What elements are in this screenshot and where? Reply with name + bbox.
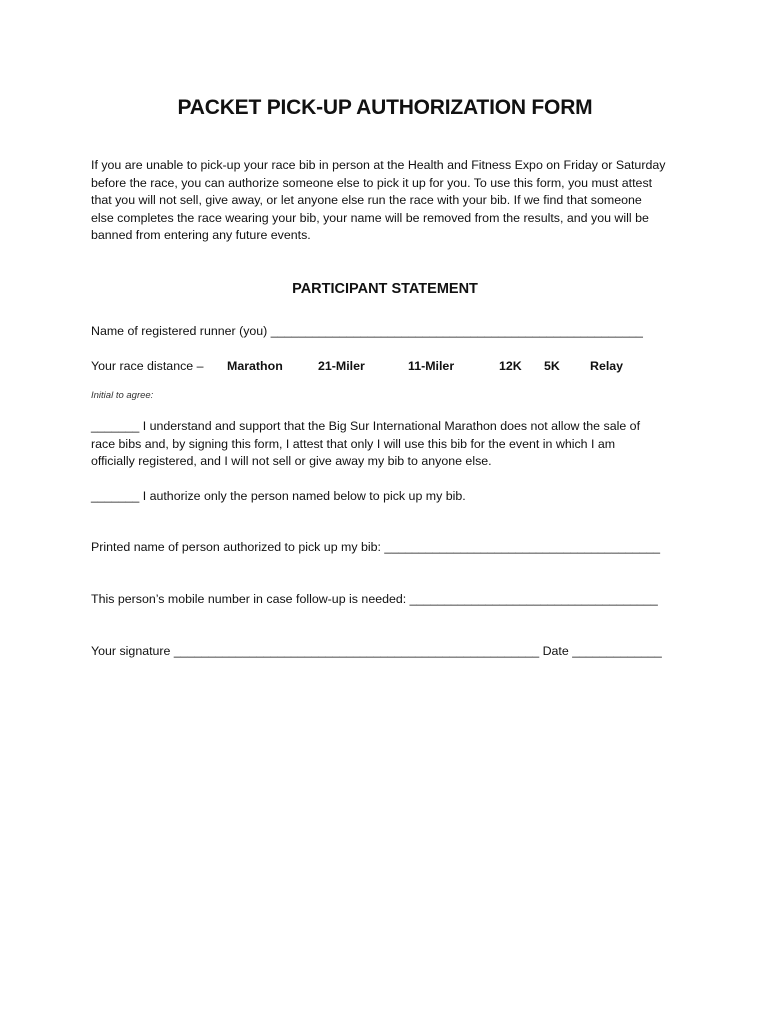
date-field[interactable]: _____________ [572, 644, 662, 658]
intro-line: If you are unable to pick-up your race bib in person at the Health and Fitness Expo on Friday or Saturday [91, 158, 666, 172]
signature-label: Your signature [91, 644, 174, 658]
mobile-number-row [91, 592, 658, 606]
statement-text: I authorize only the person named below to pick up my bib. [139, 489, 466, 503]
statement-line [91, 488, 686, 506]
intro-paragraph [91, 157, 686, 245]
authorized-person-row [91, 540, 660, 554]
statement-line [91, 418, 686, 436]
statement-text: I understand and support that the Big Sur International Marathon does not allow the sale of [139, 419, 641, 433]
distance-option-marathon[interactable]: Marathon [227, 359, 283, 373]
form-title: PACKET PICK-UP AUTHORIZATION FORM [177, 96, 593, 119]
mobile-number-field[interactable]: ____________________________________ [409, 592, 658, 606]
authorized-person-label: Printed name of person authorized to pick up my bib: [91, 540, 385, 554]
date-label: Date [539, 644, 573, 658]
initial-field-1[interactable]: _______ [91, 419, 140, 433]
intro-line: before the race, you can authorize someone else to pick it up for you. To use this form, you must attest [91, 175, 653, 190]
intro-line: that you will not sell, give away, or let anyone else run the race with your bib. If we find that someone [91, 193, 642, 208]
distance-option-12k[interactable]: 12K [499, 359, 522, 373]
authorization-statement [91, 488, 686, 506]
signature-field[interactable]: _____________________________________________________ [173, 644, 540, 658]
distance-option-5k[interactable]: 5K [544, 359, 560, 373]
initial-to-agree-note: Initial to agree: [91, 390, 154, 401]
signature-row [91, 644, 662, 658]
bib-sale-statement [91, 418, 686, 471]
initial-field-2[interactable]: _______ [91, 489, 140, 503]
intro-line: else completes the race wearing your bib, your name will be removed from the results, and you will be [91, 210, 649, 225]
runner-name-field[interactable]: ______________________________________________________ [270, 324, 643, 338]
participant-statement-heading: PARTICIPANT STATEMENT [292, 281, 478, 297]
distance-option-21-miler[interactable]: 21-Miler [318, 359, 365, 373]
race-distance-label: Your race distance – [91, 359, 204, 373]
runner-name-label: Name of registered runner (you) [91, 324, 271, 338]
statement-line: race bibs and, by signing this form, I attest that only I will use this bib for the event in which I am [91, 436, 616, 451]
intro-line: banned from entering any future events. [91, 228, 311, 243]
distance-option-relay[interactable]: Relay [590, 359, 624, 373]
runner-name-row [91, 324, 643, 338]
authorized-person-field[interactable]: ________________________________________ [384, 540, 661, 554]
mobile-number-label: This person’s mobile number in case follow-up is needed: [91, 592, 410, 606]
statement-line: officially registered, and I will not sell or give away my bib to anyone else. [91, 454, 492, 469]
distance-option-11-miler[interactable]: 11-Miler [408, 359, 455, 373]
